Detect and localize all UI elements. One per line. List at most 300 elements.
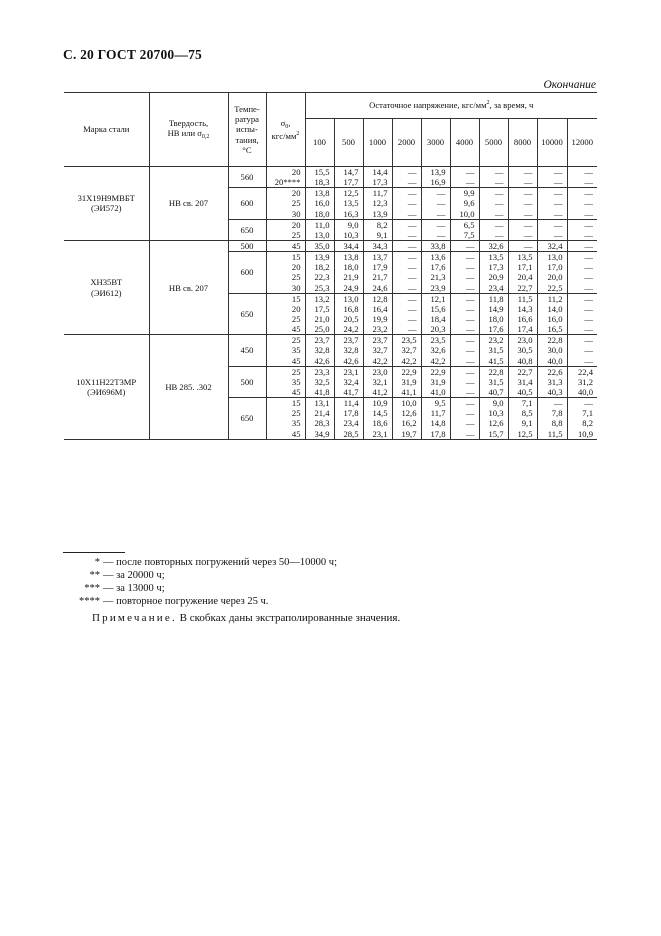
cell-line: — [584,177,594,188]
residual-stress-cell [334,398,363,440]
header-time: 2000 [392,119,421,167]
cell-line: 18,2 [314,262,330,273]
cell-line: — [407,313,417,324]
cell-line: — [584,282,594,293]
cell-line: 12,6 [488,418,504,429]
cell-line: 23,2 [488,335,504,346]
cell-line: 28,3 [314,418,330,429]
cell-line: — [584,188,594,199]
cell-line: 41,8 [314,386,330,397]
cell-line: — [407,303,417,314]
cell-line: 13,6 [430,252,446,263]
cell-line: — [465,313,475,324]
cell-line: 41,0 [430,386,446,397]
residual-stress-cell [421,398,450,440]
cell-line: — [407,188,417,199]
hardness-cell: НВ св. 207 [149,240,228,334]
cell-line: 22,7 [517,366,533,377]
residual-stress-cell [363,293,392,335]
cell-line: 17,3 [372,177,388,188]
steel-grade-code: (ЭИ696М) [87,386,126,397]
cell-line: — [494,208,504,219]
cell-line: — [523,219,533,230]
residual-stress-cell [421,335,450,366]
residual-stress-cell [392,219,421,240]
cell-line: 8,5 [521,408,533,419]
cell-line: 7,5 [463,229,475,240]
temperature-cell: 450 [228,335,266,366]
cell-line: 14,9 [488,303,504,314]
cell-line: 25,0 [314,324,330,335]
residual-stress-cell [392,167,421,188]
temperature-cell: 600 [228,188,266,219]
residual-stress-cell [450,398,479,440]
cell-line: 8,2 [582,418,594,429]
cell-line: — [436,208,446,219]
residual-stress-cell [479,398,508,440]
cell-line: 19,7 [401,428,417,439]
cell-line: — [465,252,475,263]
cell-line: 34,3 [372,240,388,251]
residual-stress-cell [537,167,567,188]
initial-stress-cell [266,366,305,397]
cell-line: 18,0 [343,262,359,273]
cell-line: — [465,177,475,188]
cell-line: 17,0 [547,262,563,273]
residual-stress-cell [567,188,597,219]
cell-line: 15 [291,398,301,409]
cell-line: 22,4 [577,366,594,377]
cell-line: 30,0 [547,345,563,356]
cell-line: 10,3 [488,408,504,419]
table-row [64,335,597,366]
cell-line: 21,4 [314,408,330,419]
residual-stress-cell [363,335,392,366]
cell-line: 24,2 [343,324,359,335]
cell-line: 25 [291,335,301,346]
cell-line: 31,3 [547,376,563,387]
header-time: 10000 [537,119,567,167]
cell-line: 16,5 [547,324,563,335]
cell-line: 17,8 [343,408,359,419]
cell-line: 22,5 [547,282,563,293]
cell-line: 16,6 [517,313,533,324]
residual-stress-cell [479,366,508,397]
residual-stress-cell [392,240,421,251]
residual-stress-cell [508,167,537,188]
cell-line: 23,1 [343,366,359,377]
cell-line: 35,0 [314,240,330,251]
cell-line: — [553,167,563,177]
cell-line: 20,0 [547,272,563,283]
cell-line: — [465,167,475,177]
cell-line: 14,3 [517,303,533,314]
cell-line: — [407,324,417,335]
cell-line: — [553,198,563,209]
cell-line: — [407,240,417,251]
cell-line: — [465,408,475,419]
cell-line: 25 [291,272,301,283]
footnote-mark: *** [84,583,100,594]
cell-line: 17,3 [488,262,504,273]
cell-line: 40,5 [517,386,533,397]
cell-line: 17,6 [430,262,446,273]
residual-stress-cell [334,293,363,335]
cell-line: 18,0 [314,208,330,219]
cell-line: 17,6 [488,324,504,335]
residual-stress-cell [305,252,334,294]
cell-line: 20 [291,219,301,230]
cell-line: 30 [291,208,301,219]
header-time: 500 [334,119,363,167]
cell-line: 23,7 [372,335,388,346]
footnote [70,569,337,582]
temperature-cell: 600 [228,252,266,294]
cell-line: — [407,229,417,240]
residual-stress-cell [363,219,392,240]
cell-line: 22,9 [401,366,417,377]
cell-line: 13,9 [314,252,330,263]
cell-line: 13,0 [343,293,359,304]
residual-stress-cell [450,293,479,335]
cell-line: 28,5 [343,428,359,439]
initial-stress-cell [266,188,305,219]
cell-line: 16,4 [372,303,388,314]
residual-stress-cell [392,366,421,397]
footnote-mark: **** [79,596,100,607]
cell-line: — [465,262,475,273]
residual-stress-cell [305,219,334,240]
residual-stress-cell [450,252,479,294]
cell-line: — [465,428,475,439]
residual-stress-cell [508,366,537,397]
residual-stress-cell [508,293,537,335]
cell-line: 22,8 [547,335,563,346]
cell-line: 13,9 [372,208,388,219]
cell-line: 23,5 [401,335,417,346]
cell-line: — [584,293,594,304]
cell-line: 32,4 [547,240,563,251]
cell-line: 20**** [274,177,301,188]
cell-line: 23,7 [314,335,330,346]
cell-line: — [436,229,446,240]
residual-stress-cell [450,240,479,251]
cell-line: — [584,240,594,251]
residual-stress-cell [392,252,421,294]
residual-stress-cell [363,188,392,219]
cell-line: 22,6 [547,366,563,377]
cell-line: — [436,188,446,199]
cell-line: — [584,313,594,324]
cell-line: 16,0 [547,313,563,324]
residual-stress-cell [421,240,450,251]
footnote-mark: * [94,557,100,568]
cell-line: 10,0 [401,398,417,409]
residual-stress-cell [508,398,537,440]
cell-line: 42,6 [314,355,330,366]
cell-line: 25 [291,198,301,209]
cell-line: 35 [291,345,301,356]
cell-line: 17,1 [517,262,533,273]
cell-line: — [584,345,594,356]
cell-line: — [436,219,446,230]
header-time: 1000 [363,119,392,167]
residual-stress-cell [479,240,508,251]
cell-line: — [407,167,417,177]
steel-grade-cell [64,240,149,334]
cell-line: 11,7 [430,408,446,419]
cell-line: 10,9 [372,398,388,409]
cell-line: 32,7 [372,345,388,356]
cell-line: 12,1 [430,293,446,304]
initial-stress-cell [266,219,305,240]
residual-stress-cell [508,188,537,219]
cell-line: 12,6 [401,408,417,419]
table-continuation-label: Окончание [543,79,596,91]
cell-line: 32,6 [488,240,504,251]
cell-line: — [494,229,504,240]
residual-stress-cell [567,167,597,188]
residual-stress-cell [392,398,421,440]
cell-line: 25 [291,313,301,324]
cell-line: — [523,188,533,199]
cell-line: 25 [291,408,301,419]
cell-line: — [407,293,417,304]
cell-line: 40,0 [547,355,563,366]
cell-line: 16,8 [343,303,359,314]
cell-line: — [407,262,417,273]
cell-line: 11,2 [547,293,563,304]
residual-stress-cell [421,188,450,219]
cell-line: 13,8 [314,188,330,199]
footnote [70,595,337,608]
cell-line: — [465,366,475,377]
cell-line: 20 [291,167,301,177]
cell-line: 40,0 [577,386,594,397]
cell-line: 22,9 [430,366,446,377]
header-hardness: Твердость, НВ или $\sigma_{0,2}$ [149,93,228,167]
cell-line: 45 [291,386,301,397]
cell-line: 14,5 [372,408,388,419]
residual-stress-table [64,92,597,440]
cell-line: 14,7 [343,167,359,177]
residual-stress-cell [392,335,421,366]
cell-line: — [407,208,417,219]
cell-line: 20,9 [488,272,504,283]
cell-line: — [523,177,533,188]
table-body [64,167,597,440]
cell-line: 42,2 [401,355,417,366]
cell-line: 25 [291,366,301,377]
temperature-cell: 650 [228,398,266,440]
initial-stress-cell [266,293,305,335]
cell-line: 11,4 [343,398,359,409]
residual-stress-cell [537,240,567,251]
cell-line: 45 [291,355,301,366]
header-residual-stress: Остаточное напряжение, кгс/$мм^2$, за время, ч [305,93,597,119]
cell-line: — [465,272,475,283]
cell-line: — [553,398,563,409]
cell-line: 34,9 [314,428,330,439]
cell-line: 9,0 [492,398,504,409]
footnote-mark: ** [89,570,100,581]
cell-line: 20,4 [517,272,533,283]
cell-line: — [465,418,475,429]
cell-line: 15 [291,252,301,263]
cell-line: — [523,167,533,177]
cell-line: 17,4 [517,324,533,335]
residual-stress-cell [305,398,334,440]
cell-line: 41,7 [343,386,359,397]
cell-line: 22,7 [517,282,533,293]
residual-stress-cell [537,219,567,240]
steel-grade-name: ХН35ВТ [90,277,123,288]
cell-line: 42,2 [430,355,446,366]
cell-line: — [523,240,533,251]
cell-line: 14,0 [547,303,563,314]
residual-stress-cell [305,240,334,251]
residual-stress-cell [421,167,450,188]
header-time: 12000 [567,119,597,167]
cell-line: 17,7 [343,177,359,188]
cell-line: — [465,345,475,356]
cell-line: 9,0 [347,219,359,230]
residual-stress-cell [567,293,597,335]
cell-line: 34,4 [343,240,359,251]
cell-line: 32,1 [372,376,388,387]
cell-line: — [465,293,475,304]
residual-stress-cell [508,240,537,251]
cell-line: — [584,252,594,263]
cell-line: — [407,252,417,263]
cell-line: — [494,198,504,209]
cell-line: — [407,198,417,209]
cell-line: 6,5 [463,219,475,230]
residual-stress-cell [421,293,450,335]
cell-line: 13,5 [517,252,533,263]
cell-line: 21,3 [430,272,446,283]
cell-line: 10,3 [343,229,359,240]
cell-line: 20,5 [343,313,359,324]
cell-line: — [494,167,504,177]
residual-stress-cell [305,167,334,188]
residual-stress-cell [479,335,508,366]
cell-line: 8,2 [376,219,388,230]
residual-stress-cell [479,188,508,219]
cell-line: 11,0 [314,219,330,230]
cell-line: — [584,208,594,219]
cell-line: — [584,167,594,177]
cell-line: 9,6 [463,198,475,209]
residual-stress-cell [567,240,597,251]
initial-stress-cell [266,252,305,294]
header-time: 100 [305,119,334,167]
cell-line: — [494,177,504,188]
cell-line: 35 [291,418,301,429]
cell-line: 24,9 [343,282,359,293]
cell-line: — [553,188,563,199]
steel-grade-name: 31Х19Н9МВБТ [77,193,135,204]
residual-stress-cell [567,252,597,294]
residual-stress-cell [479,293,508,335]
residual-stress-cell [537,398,567,440]
residual-stress-cell [363,240,392,251]
cell-line: — [553,177,563,188]
cell-line: 40,3 [547,386,563,397]
footnote-text: — за 13000 ч; [103,583,165,594]
cell-line: 7,1 [582,408,594,419]
cell-line: 15 [291,293,301,304]
cell-line: 8,8 [551,418,563,429]
cell-line: 42,6 [343,355,359,366]
cell-line: 11,8 [488,293,504,304]
cell-line: 32,5 [314,376,330,387]
cell-line: 32,4 [343,376,359,387]
initial-stress-cell [266,167,305,188]
cell-line: 10,9 [577,428,594,439]
footnotes [70,556,337,608]
cell-line: 31,5 [488,376,504,387]
cell-line: — [494,188,504,199]
temperature-cell: 500 [228,366,266,397]
cell-line: — [494,219,504,230]
residual-stress-cell [479,252,508,294]
header-time: 5000 [479,119,508,167]
residual-stress-cell [537,252,567,294]
cell-line: 15,5 [314,167,330,177]
hardness-cell: НВ 285. .302 [149,335,228,439]
cell-line: — [584,303,594,314]
footnote [70,556,337,569]
residual-stress-cell [421,252,450,294]
cell-line: — [407,272,417,283]
residual-stress-cell [537,366,567,397]
residual-stress-cell [334,252,363,294]
cell-line: — [523,229,533,240]
residual-stress-cell [334,167,363,188]
cell-line: 16,9 [430,177,446,188]
cell-line: 30,5 [517,345,533,356]
residual-stress-cell [450,219,479,240]
cell-line: 9,5 [434,398,446,409]
cell-line: 18,3 [314,177,330,188]
cell-line: 35 [291,376,301,387]
cell-line: — [436,198,446,209]
table-row [64,167,597,188]
residual-stress-cell [508,219,537,240]
steel-grade-code: (ЭИ572) [91,203,122,214]
cell-line: 17,5 [314,303,330,314]
cell-line: 22,8 [488,366,504,377]
cell-line: 32,8 [343,345,359,356]
cell-line: 14,8 [430,418,446,429]
cell-line: 16,2 [401,418,417,429]
cell-line: — [553,229,563,240]
cell-line: 18,0 [488,313,504,324]
cell-line: — [465,376,475,387]
cell-line: 12,5 [517,428,533,439]
cell-line: 13,5 [343,198,359,209]
cell-line: 31,4 [517,376,533,387]
cell-line: 31,9 [430,376,446,387]
residual-stress-cell [305,188,334,219]
residual-stress-cell [537,335,567,366]
cell-line: 30 [291,282,301,293]
cell-line: 40,8 [517,355,533,366]
steel-grade-cell [64,167,149,241]
note-text: В скобках даны экстраполированные значения. [176,612,401,624]
cell-line: 10,0 [459,208,475,219]
